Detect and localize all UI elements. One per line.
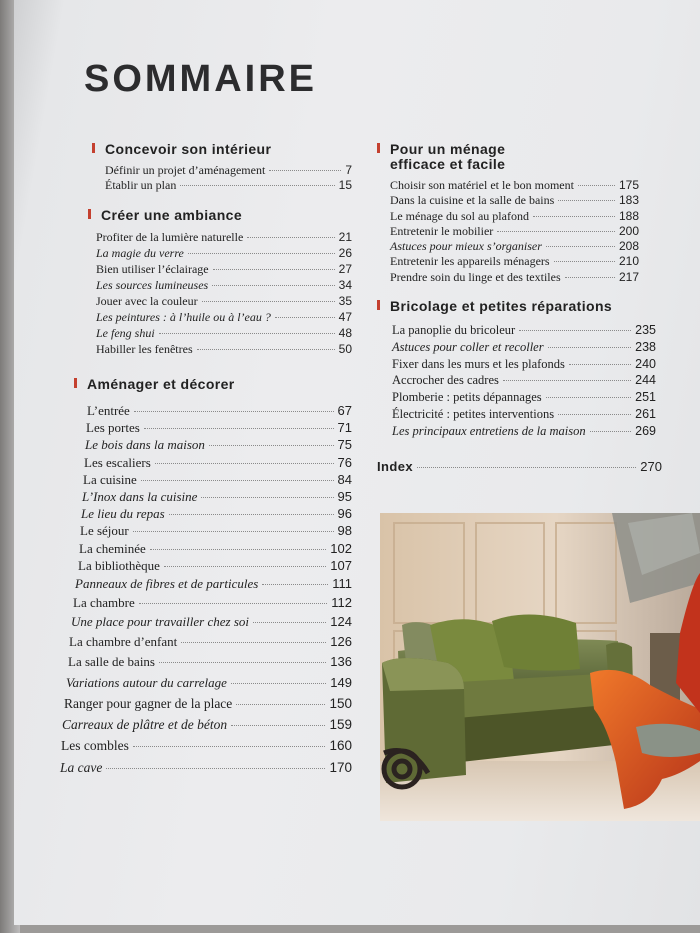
toc-entry[interactable] — [390, 224, 639, 239]
leader-dots — [164, 566, 326, 567]
entry-label: La cave — [60, 760, 103, 776]
toc-entry[interactable] — [60, 522, 352, 539]
toc-entry[interactable] — [60, 488, 352, 505]
entry-label: Bien utiliser l’éclairage — [96, 262, 209, 276]
entry-page: 95 — [337, 489, 352, 505]
toc-entry[interactable] — [60, 735, 352, 757]
entry-label: Établir un plan — [105, 178, 177, 192]
entry-page: 159 — [329, 717, 352, 733]
leader-dots — [546, 246, 615, 247]
toc-entry[interactable] — [96, 261, 352, 277]
toc-entry[interactable] — [392, 322, 656, 339]
toc-entry[interactable] — [60, 505, 352, 522]
toc-entry[interactable] — [390, 239, 639, 254]
entry-label: Dans la cuisine et la salle de bains — [390, 193, 555, 208]
section-title-text: Bricolage et petites réparations — [390, 298, 613, 314]
index-page: 270 — [640, 459, 662, 474]
entry-page: 269 — [635, 423, 656, 438]
leader-dots — [269, 170, 341, 171]
entry-page: 21 — [338, 230, 352, 244]
entry-page: 244 — [635, 373, 656, 388]
entry-label: Les escaliers — [84, 454, 151, 470]
entry-label: Les sources lumineuses — [96, 278, 209, 292]
toc-entry[interactable] — [96, 341, 352, 357]
entry-label: Une place pour travailler chez soi — [71, 614, 249, 630]
entry-page: 183 — [618, 193, 639, 208]
entry-page: 107 — [330, 557, 352, 573]
leader-dots — [144, 428, 334, 429]
entry-page: 7 — [345, 163, 352, 177]
toc-entry[interactable] — [392, 423, 656, 440]
entry-label: Fixer dans les murs et les plafonds — [392, 356, 565, 371]
entry-label: Profiter de la lumière naturelle — [96, 230, 244, 244]
section-title — [88, 208, 352, 223]
toc-entry[interactable] — [60, 693, 352, 714]
leader-dots — [181, 642, 326, 643]
entry-page: 261 — [635, 406, 656, 421]
entry-page: 112 — [331, 595, 352, 611]
section-title — [74, 377, 352, 392]
leader-dots — [212, 285, 334, 286]
leader-dots — [231, 725, 325, 726]
toc-entry[interactable] — [96, 309, 352, 325]
entry-page: 200 — [618, 223, 639, 238]
entry-label: Ranger pour gagner de la place — [64, 696, 233, 712]
leader-dots — [236, 704, 325, 705]
entry-page: 251 — [635, 390, 656, 405]
leader-dots — [497, 231, 615, 232]
section-title — [377, 142, 639, 172]
leader-dots — [213, 269, 335, 270]
section-marker-icon — [377, 143, 380, 153]
entry-label: Habiller les fenêtres — [96, 342, 193, 356]
toc-entry[interactable] — [60, 540, 352, 557]
leader-dots — [417, 467, 636, 468]
entry-label: Le feng shui — [96, 326, 155, 340]
entry-label: Variations autour du carrelage — [66, 675, 227, 691]
leader-dots — [519, 330, 631, 331]
section-title-text: Aménager et décorer — [87, 376, 235, 392]
entry-page: 217 — [618, 269, 639, 284]
leader-dots — [133, 531, 334, 532]
toc-entry[interactable] — [392, 339, 656, 356]
leader-dots — [503, 380, 631, 381]
entry-label: Astuces pour coller et recoller — [392, 339, 544, 354]
entry-label: La chambre — [73, 595, 135, 611]
entry-page: 149 — [330, 675, 352, 691]
leader-dots — [159, 662, 326, 663]
toc-entry[interactable] — [390, 193, 639, 208]
section-title-line1: Pour un ménage — [390, 141, 506, 157]
entry-page: 50 — [338, 342, 352, 356]
toc-entry[interactable] — [390, 270, 639, 285]
entry-label: Électricité : petites interventions — [392, 406, 555, 421]
toc-entry[interactable] — [390, 209, 639, 224]
leader-dots — [133, 746, 326, 747]
toc-entry[interactable] — [60, 557, 352, 574]
leader-dots — [188, 253, 335, 254]
entry-page: 136 — [330, 654, 352, 670]
entry-page: 35 — [338, 294, 352, 308]
toc-entry[interactable] — [96, 277, 352, 293]
leader-dots — [590, 431, 632, 432]
leader-dots — [533, 216, 615, 217]
entry-label: Le bois dans la maison — [85, 437, 205, 453]
leader-dots — [546, 397, 632, 398]
entry-label: Les portes — [86, 420, 140, 436]
toc-entry[interactable] — [105, 178, 352, 193]
entry-label: Prendre soin du linge et des textiles — [390, 269, 561, 284]
leader-dots — [578, 185, 615, 186]
entry-label: Entretenir les appareils ménagers — [390, 254, 550, 269]
section-marker-icon — [92, 143, 95, 153]
entry-label: La bibliothèque — [78, 557, 160, 573]
leader-dots — [141, 480, 334, 481]
entry-label: Astuces pour mieux s’organiser — [390, 239, 542, 254]
leader-dots — [180, 185, 334, 186]
toc-entry[interactable] — [60, 672, 352, 693]
section-ambiance — [88, 208, 352, 357]
entry-page: 208 — [618, 239, 639, 254]
entry-page: 175 — [618, 178, 639, 192]
toc-entry[interactable] — [60, 593, 352, 612]
toc-entry[interactable] — [390, 178, 639, 193]
toc-entry[interactable] — [60, 714, 352, 735]
section-amenager — [60, 376, 352, 779]
leader-dots — [558, 200, 615, 201]
entry-page: 240 — [635, 356, 656, 371]
toc-entry[interactable] — [60, 574, 352, 593]
entry-page: 67 — [337, 403, 352, 418]
leader-dots — [231, 683, 326, 684]
leader-dots — [554, 261, 615, 262]
entry-page: 238 — [635, 339, 656, 354]
entry-label: La magie du verre — [96, 246, 184, 260]
section-title-line2: efficace et facile — [390, 156, 506, 172]
leader-dots — [548, 347, 632, 348]
entry-page: 98 — [337, 523, 352, 539]
entry-label: La chambre d’enfant — [69, 634, 178, 650]
entry-label: La panoplie du bricoleur — [392, 323, 516, 337]
section-marker-icon — [74, 378, 77, 388]
leader-dots — [558, 414, 631, 415]
entry-page: 75 — [337, 437, 352, 453]
leader-dots — [150, 549, 327, 550]
entry-label: Les peintures : à l’huile ou à l’eau ? — [96, 310, 271, 324]
section-menage — [377, 142, 639, 285]
toc-entry[interactable] — [392, 372, 656, 389]
toc-entry[interactable] — [60, 436, 352, 453]
toc-entry[interactable] — [60, 652, 352, 672]
toc-entry[interactable] — [390, 254, 639, 269]
entry-page: 188 — [618, 208, 639, 223]
toc-entry[interactable] — [392, 356, 656, 373]
entry-page: 124 — [330, 614, 352, 630]
leader-dots — [565, 277, 615, 278]
entry-label: La cheminée — [79, 540, 146, 556]
entry-page: 160 — [329, 738, 352, 754]
entry-page: 111 — [332, 576, 352, 592]
section-title — [377, 299, 656, 314]
leader-dots — [197, 349, 335, 350]
entry-label: Les combles — [61, 738, 129, 754]
toc-entry[interactable] — [96, 293, 352, 309]
section-concevoir — [92, 142, 352, 193]
entry-label: Le séjour — [80, 523, 129, 539]
entry-label: Accrocher des cadres — [392, 373, 499, 388]
leader-dots — [201, 497, 333, 498]
leader-dots — [247, 237, 334, 238]
leader-dots — [253, 622, 326, 623]
toc-entry[interactable] — [60, 402, 352, 419]
toc-entry[interactable] — [392, 406, 656, 423]
entry-label: Le lieu du repas — [81, 506, 165, 522]
entry-page: 48 — [338, 326, 352, 340]
toc-entry[interactable] — [392, 389, 656, 406]
section-title-text: Créer une ambiance — [101, 207, 243, 223]
toc-entry[interactable] — [60, 632, 352, 652]
entry-page: 27 — [338, 262, 352, 276]
entry-page: 235 — [635, 323, 656, 337]
leader-dots — [275, 317, 335, 318]
entry-page: 15 — [338, 178, 352, 192]
entry-page: 210 — [618, 254, 639, 269]
section-index — [377, 459, 662, 475]
entry-label: La salle de bains — [68, 654, 155, 670]
entry-page: 34 — [338, 278, 352, 292]
toc-entry[interactable] — [96, 325, 352, 341]
entry-label: Plomberie : petits dépannages — [392, 390, 542, 405]
entry-page: 71 — [337, 420, 352, 436]
entry-page: 102 — [330, 540, 352, 556]
entry-page: 126 — [330, 634, 352, 650]
entry-page: 47 — [338, 310, 352, 324]
entry-label: L’entrée — [87, 403, 130, 418]
entry-label: Le ménage du sol au plafond — [390, 208, 529, 223]
leader-dots — [262, 584, 328, 585]
entry-page: 84 — [337, 471, 352, 487]
section-marker-icon — [88, 209, 91, 219]
entry-page: 76 — [337, 454, 352, 470]
section-title-text: Concevoir son intérieur — [105, 141, 272, 157]
entry-label: Les principaux entretiens de la maison — [392, 423, 586, 438]
entry-label: Définir un projet d’aménagement — [105, 163, 266, 177]
toc-entry[interactable] — [60, 454, 352, 471]
toc-entry-index[interactable] — [377, 459, 662, 475]
entry-label: L’Inox dans la cuisine — [82, 489, 198, 505]
section-bricolage — [377, 299, 656, 440]
toc-entry[interactable] — [96, 229, 352, 245]
leader-dots — [209, 445, 334, 446]
entry-page: 96 — [337, 506, 352, 522]
living-room-photo — [380, 513, 700, 821]
entry-label: Carreaux de plâtre et de béton — [62, 717, 228, 733]
page-title: SOMMAIRE — [84, 58, 317, 100]
toc-entry[interactable] — [60, 612, 352, 632]
entry-page: 170 — [329, 760, 352, 776]
section-title — [92, 142, 352, 157]
entry-label: La cuisine — [83, 471, 137, 487]
toc-entry[interactable] — [60, 757, 352, 779]
toc-entry[interactable] — [60, 471, 352, 488]
leader-dots — [159, 333, 335, 334]
leader-dots — [169, 514, 334, 515]
leader-dots — [569, 364, 631, 365]
entry-label: Jouer avec la couleur — [96, 294, 198, 308]
leader-dots — [134, 411, 334, 412]
toc-entry[interactable] — [60, 419, 352, 436]
leader-dots — [202, 301, 335, 302]
toc-entry[interactable] — [105, 163, 352, 178]
leader-dots — [155, 463, 334, 464]
leader-dots — [139, 603, 328, 604]
entry-label: Panneaux de fibres et de particules — [75, 576, 259, 592]
section-marker-icon — [377, 300, 380, 310]
leader-dots — [106, 768, 325, 769]
entry-label: Entretenir le mobilier — [390, 223, 494, 238]
entry-label: Choisir son matériel et le bon moment — [390, 178, 574, 192]
toc-entry[interactable] — [96, 245, 352, 261]
entry-page: 26 — [338, 246, 352, 260]
entry-page: 150 — [329, 696, 352, 712]
index-label: Index — [377, 459, 413, 474]
